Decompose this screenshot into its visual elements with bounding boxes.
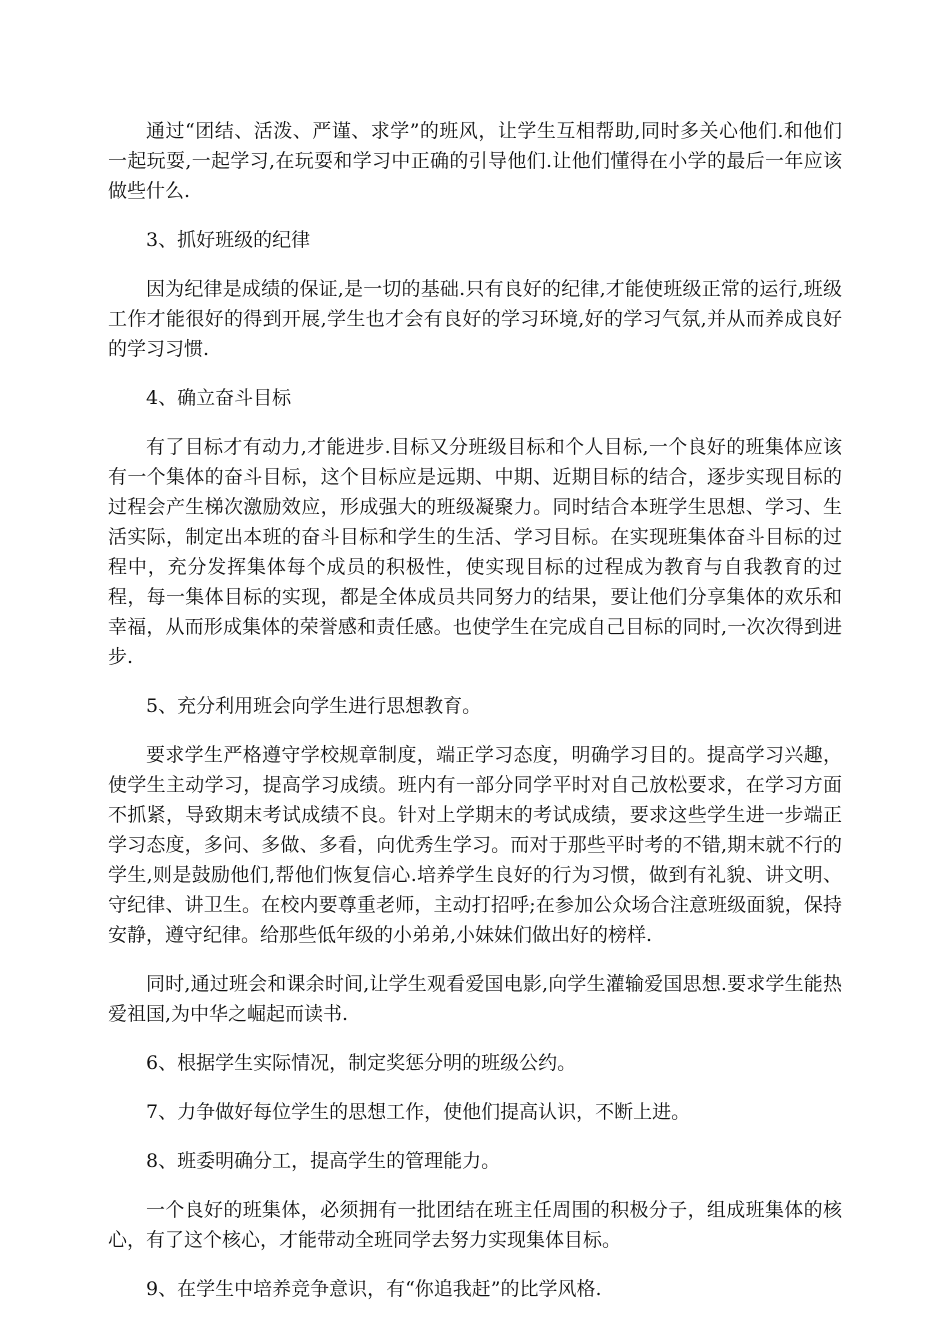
paragraph-patriotism: 同时,通过班会和课余时间,让学生观看爱国电影,向学生灌输爱国思想.要求学生能热爱祖国,为中华之崛起而读书. [108, 973, 842, 1025]
heading-class-committee: 8、班委明确分工，提高学生的管理能力。 [146, 1150, 501, 1172]
heading-goals: 4、确立奋斗目标 [146, 387, 292, 409]
paragraph-discipline: 因为纪律是成绩的保证,是一切的基础.只有良好的纪律,才能使班级正常的运行,班级工作才能很好的得到开展,学生也才会有良好的学习环境,好的学习气氛,并从而养成良好的学习习惯. [108, 278, 842, 360]
paragraph-goals: 有了目标才有动力,才能进步.目标又分班级目标和个人目标,一个良好的班集体应该有一个集体的奋斗目标，这个目标应是远期、中期、近期目标的结合，逐步实现目标的过程会产生梯次激励效应，形成强大的班级凝聚力。同时结合本班学生思想、学习、生活实际，制定出本班的奋斗目标和学生的生活、学习目标。在实现班集体奋斗目标的过程中，充分发挥集体每个成员的积极性，使实现目标的过程成为教育与自我教育的过程，每一集体目标的实现，都是全体成员共同努力的结果，要让他们分享集体的欢乐和幸福，从而形成集体的荣誉感和责任感。也使学生在完成自己目标的同时,一次次得到进步. [108, 436, 842, 668]
paragraph-class-committee: 一个良好的班集体，必须拥有一批团结在班主任周围的积极分子，组成班集体的核心，有了这个核心，才能带动全班同学去努力实现集体目标。 [108, 1199, 842, 1251]
heading-class-meeting: 5、充分利用班会向学生进行思想教育。 [146, 695, 482, 717]
heading-class-rules: 6、根据学生实际情况，制定奖惩分明的班级公约。 [146, 1052, 577, 1074]
paragraph-class-meeting: 要求学生严格遵守学校规章制度，端正学习态度，明确学习目的。提高学习兴趣，使学生主动学习，提高学习成绩。班内有一部分同学平时对自己放松要求，在学习方面不抓紧，导致期末考试成绩不良。针对上学期末的考试成绩，要求这些学生进一步端正学习态度，多问、多做、多看，向优秀生学习。而对于那些平时考的不错,期末就不行的学生,则是鼓励他们,帮他们恢复信心.培养学生良好的行为习惯，做到有礼貌、讲文明、守纪律、讲卫生。在校内要尊重老师，主动打招呼;在参加公众场合注意班级面貌，保持安静，遵守纪律。给那些低年级的小弟弟,小妹妹们做出好的榜样. [108, 744, 842, 946]
paragraph-class-spirit: 通过“团结、活泼、严谨、求学”的班风，让学生互相帮助,同时多关心他们.和他们一起玩耍,一起学习,在玩耍和学习中正确的引导他们.让他们懂得在小学的最后一年应该做些什么. [108, 120, 842, 202]
heading-competition: 9、在学生中培养竞争意识，有“你追我赶”的比学风格. [146, 1278, 602, 1300]
heading-discipline: 3、抓好班级的纪律 [146, 229, 311, 251]
heading-ideological-work: 7、力争做好每位学生的思想工作，使他们提高认识，不断上进。 [146, 1101, 691, 1123]
